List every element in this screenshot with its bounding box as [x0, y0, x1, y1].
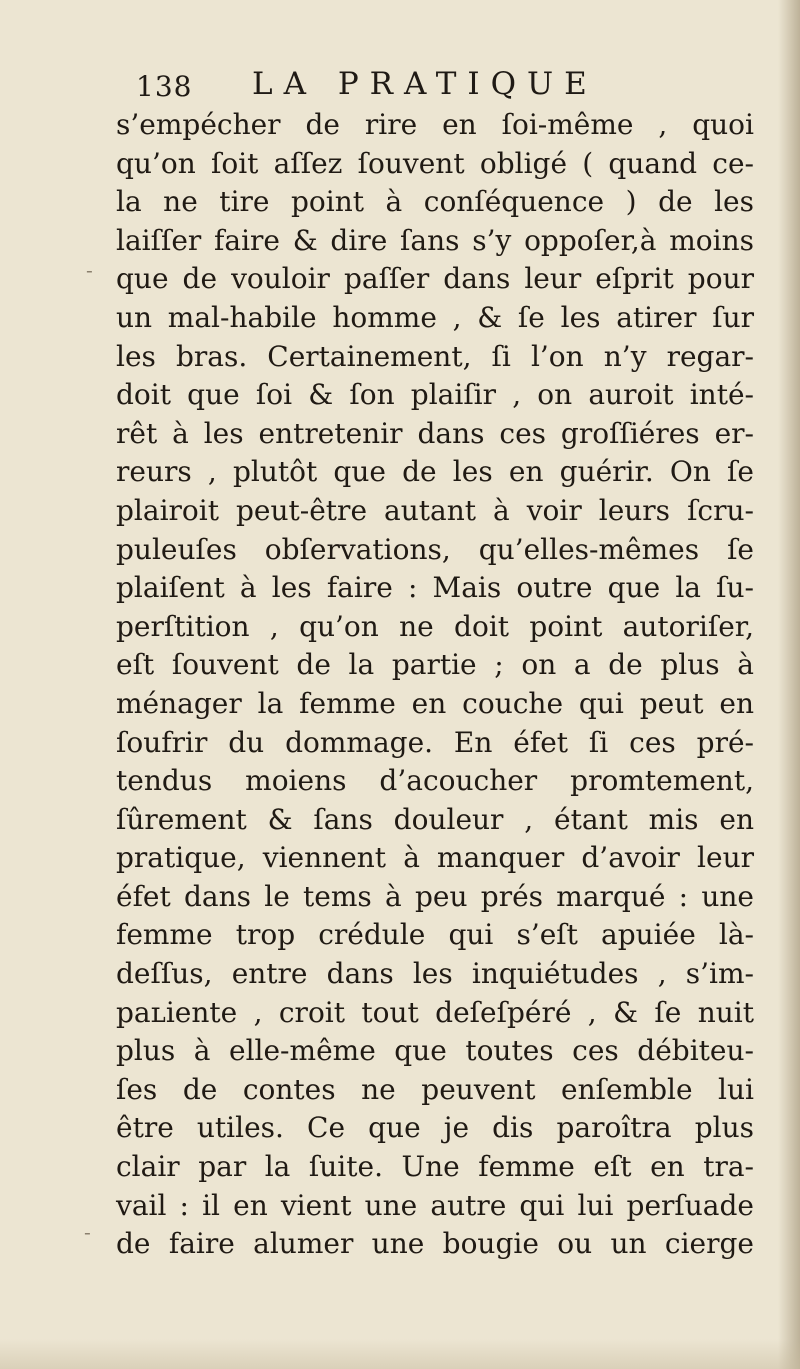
text-line: un mal-habile homme , & ſe les atirer ſur — [116, 300, 754, 334]
text-line: être utiles. Ce que je dis paroîtra plus — [116, 1111, 754, 1145]
text-line: laiſſer faire & dire ſans s’y oppoſer,à moins — [116, 223, 754, 257]
text-line: eſt ſouvent de la partie ; on a de plus à — [116, 648, 754, 682]
text-line: pratique, viennent à manquer d’avoir leur — [116, 841, 754, 875]
text-line: les bras. Certainement, ſi l’on n’y regar- — [116, 339, 754, 373]
text-line: la ne tire point à conſéquence ) de les — [116, 185, 754, 219]
text-line: de faire alumer une bougie ou un cierge — [116, 1227, 754, 1261]
text-line: ſes de contes ne peuvent enſemble lui — [116, 1072, 754, 1106]
text-line: ſoufrir du dommage. En éfet ſi ces pré- — [116, 725, 754, 759]
text-line: paʟiente , croit tout deſeſpéré , & ſe nuit — [116, 995, 754, 1029]
margin-dash-mark: - — [84, 1220, 91, 1244]
text-line: tendus moiens d’acoucher promtement, — [116, 764, 754, 798]
text-line: femme trop crédule qui s’eſt apuiée là- — [116, 918, 754, 952]
text-line: doit que ſoi & ſon plaiſir , on auroit inté- — [116, 378, 754, 412]
text-line: ménager la femme en couche qui peut en — [116, 686, 754, 720]
text-line: reurs , plutôt que de les en guérir. On ſe — [116, 455, 754, 489]
text-line: éfet dans le tems à peu prés marqué : une — [116, 879, 754, 913]
text-line: plus à elle-même que toutes ces débiteu- — [116, 1034, 754, 1068]
page-number: 138 — [136, 70, 193, 103]
text-line: rêt à les entretenir dans ces groſſiéres er- — [116, 416, 754, 450]
text-line: plaiſent à les faire : Mais outre que la ſu- — [116, 571, 754, 605]
running-head — [132, 62, 752, 106]
body-text — [116, 106, 754, 1264]
text-line: ſûrement & ſans douleur , étant mis en — [116, 802, 754, 836]
text-line: clair par la ſuite. Une femme eſt en tra- — [116, 1150, 754, 1184]
text-line: que de vouloir paſſer dans leur eſprit pour — [116, 262, 754, 296]
text-line: plairoit peut-être autant à voir leurs ſcru- — [116, 493, 754, 527]
page-edge-shading — [778, 0, 800, 1369]
running-title: LA PRATIQUE — [252, 66, 598, 102]
text-line: perſtition , qu’on ne doit point autoriſer, — [116, 609, 754, 643]
text-line: vail : il en vient une autre qui lui perſuade — [116, 1188, 754, 1222]
margin-dash-mark: - — [86, 258, 93, 282]
text-line: s’empécher de rire en ſoi-même , quoi — [116, 108, 754, 141]
text-line: deſſus, entre dans les inquiétudes , s’im- — [116, 957, 754, 991]
text-line: puleuſes obſervations, qu’elles-mêmes ſe — [116, 532, 754, 566]
text-line: qu’on ſoit aſſez ſouvent obligé ( quand ce- — [116, 146, 754, 180]
page-bottom-shading — [0, 1339, 800, 1369]
